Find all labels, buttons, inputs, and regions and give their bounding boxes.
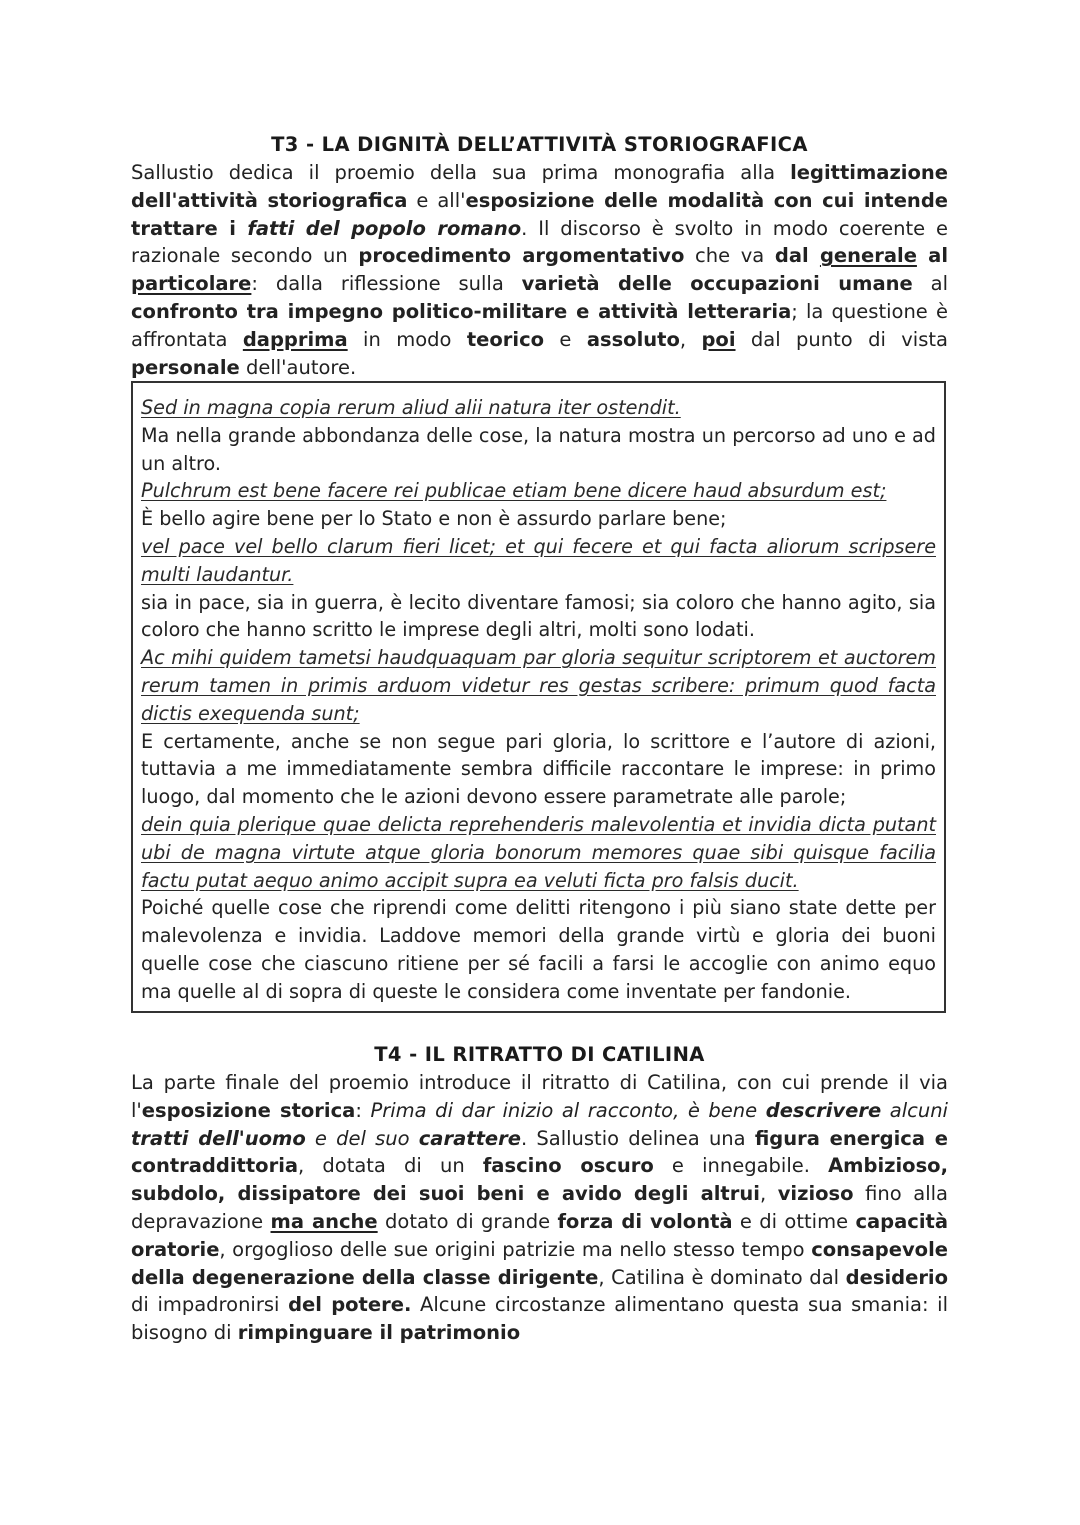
latin-line: Pulchrum est bene facere rei publicae etiam bene dicere haud absurdum est; [141, 479, 887, 503]
section-title-t4: T4 - IL RITRATTO DI CATILINA [374, 1043, 705, 1066]
latin-line: vel pace vel bello clarum fieri licet; et qui fecere et qui facta aliorum scripsere multi laudantur. [141, 534, 936, 586]
section-t4 [131, 1041, 948, 1347]
latin-line: Sed in magna copia rerum aliud alii natura iter ostendit. [141, 396, 681, 419]
italian-line: È bello agire bene per lo Stato e non è assurdo parlare bene; [141, 507, 727, 531]
section-title-t3: T3 - LA DIGNITÀ DELL’ATTIVITÀ STORIOGRAFICA [271, 133, 808, 156]
paragraph-t4: La parte finale del proemio introduce il ritratto di Catilina, con cui prende il via l'esposizione storica: Prima di dar inizio al racconto, è bene descrivere alcuni tratti dell'uomo e del suo carattere. Sallustio delinea una figura energica e contraddittoria, dotata di un fascino oscuro e innegabile. Ambizioso, subdolo, dissipatore dei suoi beni e avido degli altrui, vizioso fino alla depravazione ma anche dotato di grande forza di volontà e di ottime capacità oratorie, orgoglioso delle sue origini patrizie ma nello stesso tempo consapevole della degenerazione della classe dirigente, Catilina è dominato dal desiderio di impadronirsi del potere. Alcune circostanze alimentano questa sua smania: il bisogno di rimpinguare il patrimonio [131, 1071, 949, 1345]
italian-line: Ma nella grande abbondanza delle cose, la natura mostra un percorso ad uno e ad un altro. [141, 423, 936, 475]
italian-line: E certamente, anche se non segue pari gloria, lo scrittore e l’autore di azioni, tuttavia a me immediatamente sembra difficile raccontare le imprese: in primo luogo, dal momento che le azioni devono essere parametrate alle parole; [141, 729, 936, 809]
section-t3 [131, 131, 948, 381]
italian-line: sia in pace, sia in guerra, è lecito diventare famosi; sia coloro che hanno agito, sia coloro che hanno scritto le imprese degli altri, molti sono lodati. [141, 590, 936, 642]
paragraph-t3: Sallustio dedica il proemio della sua prima monografia alla legittimazione dell'attività storiografica e all'esposizione delle modalità con cui intende trattare i fatti del popolo romano. Il discorso è svolto in modo coerente e razionale secondo un procedimento argomentativo che va dal generale al particolare: dalla riflessione sulla varietà delle occupazioni umane al confronto tra impegno politico-militare e attività letteraria; la questione è affrontata dapprima in modo teorico e assoluto, poi dal punto di vista personale dell'autore. [131, 161, 949, 379]
translation-box [131, 381, 946, 1013]
italian-line: Poiché quelle cose che riprendi come delitti ritengono i più siano state dette per malevolenza e invidia. Laddove memori della grande virtù e gloria dei buoni quelle cose che ciascuno ritiene per sé facili a farsi le accoglie con animo equo ma quelle al di sopra di queste le considera come inventate per fandonie. [141, 896, 936, 1003]
latin-line: Ac mihi quidem tametsi haudquaquam par gloria sequitur scriptorem et auctorem rerum tamen in primis arduom videtur res gestas scribere: primum quod facta dictis exequenda sunt; [141, 646, 936, 725]
latin-line: dein quia plerique quae delicta reprehenderis malevolentia et invidia dicta putant ubi de magna virtute atque gloria bonorum memores quae sibi quisque facilia factu putat aequo animo accipit supra ea veluti ficta pro falsis ducit. [141, 812, 936, 892]
